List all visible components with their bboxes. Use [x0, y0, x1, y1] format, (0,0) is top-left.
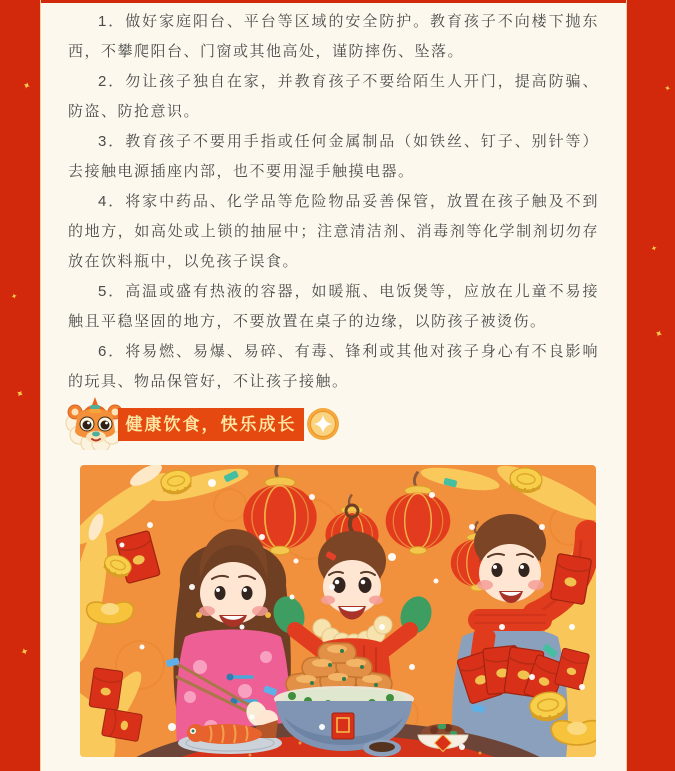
gold-coin-star-icon	[306, 407, 340, 441]
tip-paragraph: 4．将家中药品、化学品等危险物品妥善保管，放置在孩子触及不到的地方，如高处或上锁的抽屉中；注意清洁剂、消毒剂等化学制剂切勿存放在饮料瓶中，以免孩子误食。	[68, 193, 599, 270]
fish-plate	[178, 720, 282, 754]
sparkle-icon: ✦	[663, 83, 672, 94]
safety-tips-section	[41, 3, 626, 397]
tip-paragraph: 5．高温或盛有热液的容器，如暖瓶、电饭煲等，应放在儿童不易接触且平稳坚固的地方，不要放置在桌子的边缘，以防孩子被烫伤。	[68, 283, 599, 330]
sparkle-icon: ✦	[652, 327, 665, 342]
sauce-dish	[363, 740, 401, 757]
sparkle-icon: ✦	[20, 79, 33, 94]
section-banner	[41, 394, 626, 454]
sparkle-icon: ✦	[13, 387, 26, 402]
sparkle-icon: ✦	[19, 645, 31, 660]
sparkle-icon: ✦	[9, 291, 19, 302]
content-panel	[40, 0, 627, 771]
tip-paragraph: 3．教育孩子不要用手指或任何金属制品（如铁丝、钉子、别针等）去接触电源插座内部，也不要用湿手触摸电器。	[68, 133, 599, 180]
tip-paragraph: 1．做好家庭阳台、平台等区域的安全防护。教育孩子不向楼下抛东西，不攀爬阳台、门窗或其他高处，谨防摔伤、坠落。	[68, 13, 599, 60]
family-dinner-illustration[interactable]	[80, 465, 596, 757]
tip-paragraph: 2．勿让孩子独自在家，并教育孩子不要给陌生人开门，提高防骗、防盗、防抢意识。	[68, 73, 599, 120]
section-title-label: 健康饮食，快乐成长	[125, 415, 297, 434]
tip-paragraph: 6．将易燃、易爆、易碎、有毒、锋利或其他对孩子身心有不良影响的玩具、物品保管好，不让孩子接触。	[68, 343, 599, 390]
section-title-banner	[118, 408, 304, 441]
sparkle-icon: ✦	[649, 243, 659, 254]
